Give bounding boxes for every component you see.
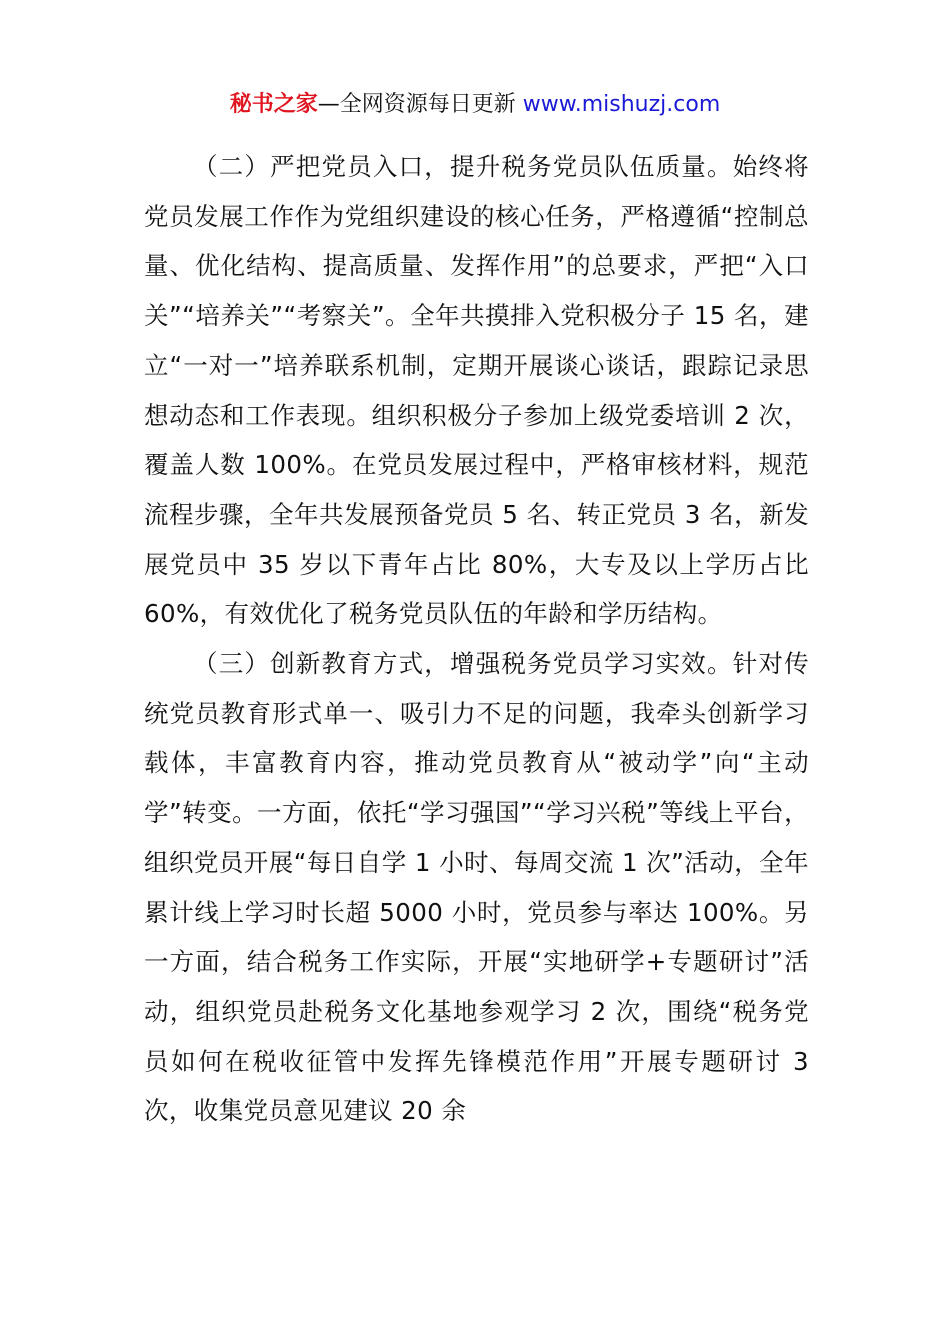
- site-url-link[interactable]: www.mishuzj.com: [522, 92, 721, 117]
- document-body: [144, 142, 809, 1136]
- site-slogan: —全网资源每日更新: [317, 92, 523, 117]
- paragraph-2: （二）严把党员入口，提升税务党员队伍质量。始终将党员发展工作作为党组织建设的核心任务，严格遵循“控制总量、优化结构、提高质量、发挥作用”的总要求，严把“入口关”“培养关”“考察关”。全年共摸排入党积极分子 15 名，建立“一对一”培养联系机制，定期开展谈心谈话，跟踪记录思想动态和工作表现。组织积极分子参加上级党委培训 2 次，覆盖人数 100%。在党员发展过程中，严格审核材料，规范流程步骤，全年共发展预备党员 5 名、转正党员 3 名，新发展党员中 35 岁以下青年占比 80%，大专及以上学历占比 60%，有效优化了税务党员队伍的年龄和学历结构。: [144, 152, 809, 629]
- site-header: [0, 88, 950, 122]
- paragraph-3: （三）创新教育方式，增强税务党员学习实效。针对传统党员教育形式单一、吸引力不足的问题，我牵头创新学习载体，丰富教育内容，推动党员教育从“被动学”向“主动学”转变。一方面，依托“学习强国”“学习兴税”等线上平台，组织党员开展“每日自学 1 小时、每周交流 1 次”活动，全年累计线上学习时长超 5000 小时，党员参与率达 100%。另一方面，结合税务工作实际，开展“实地研学+专题研讨”活动，组织党员赴税务文化基地参观学习 2 次，围绕“税务党员如何在税收征管中发挥先锋模范作用”开展专题研讨 3 次，收集党员意见建议 20 余: [144, 649, 809, 1126]
- site-brand: 秘书之家: [229, 92, 318, 117]
